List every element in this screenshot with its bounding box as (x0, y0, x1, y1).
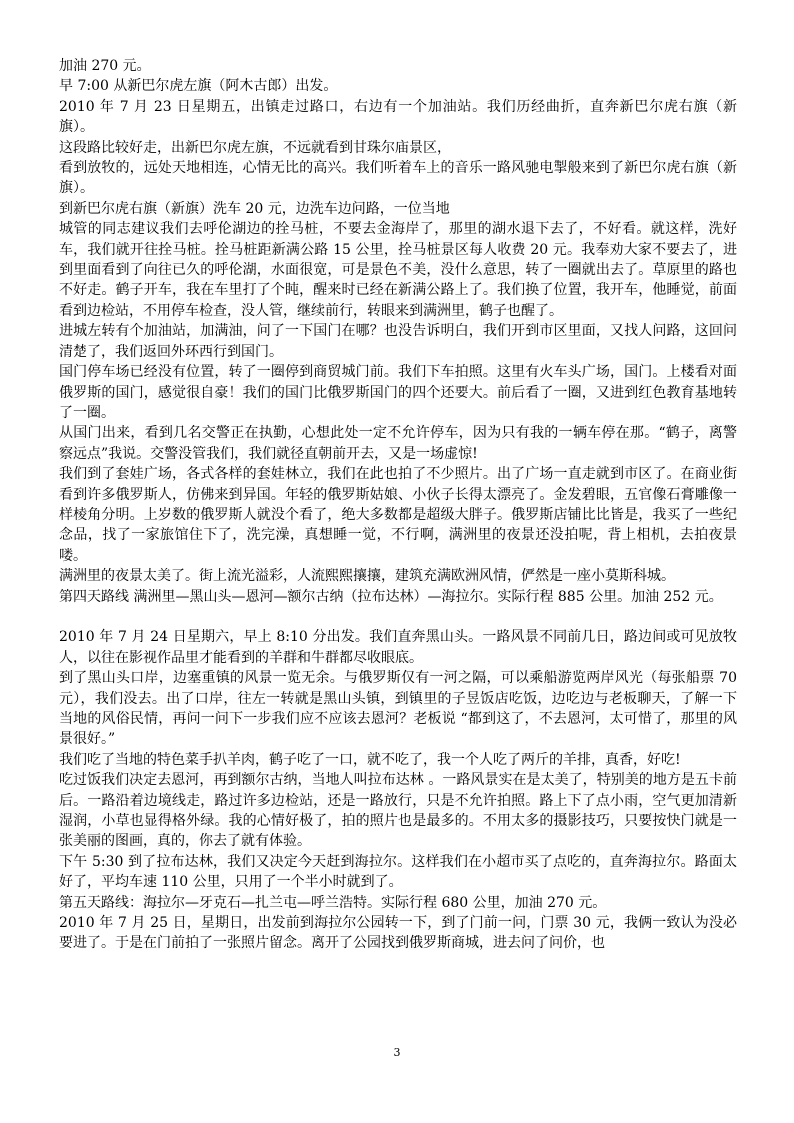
paragraph: 我们吃了当地的特色菜手扒羊肉，鹤子吃了一口，就不吃了，我一个人吃了两斤的羊排，真香，好吃! (59, 751, 681, 768)
paragraph: 满洲里的夜景太美了。街上流光溢彩，人流熙熙攘攘，建筑充满欧洲风情，俨然是一座小莫斯科城。 (59, 568, 675, 585)
paragraph: 进城左转有个加油站，加满油，问了一下国门在哪？也没告诉明白，我们开到市区里面，又找人问路，这回问清楚了，我们返回外环西行到国门。 (59, 323, 737, 360)
paragraph: 到新巴尔虎右旗（新旗）洗车 20 元，边洗车边问路，一位当地 (59, 200, 450, 217)
paragraph: 早 7:00 从新巴尔虎左旗（阿木古郎）出发。 (59, 78, 338, 95)
paragraph: 国门停车场已经没有位置，转了一圈停到商贸城门前。我们下车拍照。这里有火车头广场，国门。上楼看对面俄罗斯的国门，感觉很自豪！我们的国门比俄罗斯国门的四个还要大。前后看了一圈，又进到红色教育基地转了一圈。 (59, 364, 737, 421)
paragraph: 2010 年 7 月 24 日星期六，早上 8:10 分出发。我们直奔黑山头。一路风景不同前几日，路边间或可见放牧人，以往在影视作品里才能看到的羊群和牛群都尽收眼底。 (59, 629, 737, 666)
paragraph: 从国门出来，看到几名交警正在执勤，心想此处一定不允许停车，因为只有我的一辆车停在那。“鹤子，离警察远点”我说。交警没管我们，我们就径直朝前开去，又是一场虚惊! (59, 425, 737, 462)
blank-line (59, 607, 737, 627)
paragraph: 2010 年 7 月 25 日，星期日，出发前到海拉尔公园转一下，到了门前一问，门票 30 元，我俩一致认为没必要进了。于是在门前拍了一张照片留念。离开了公园找到俄罗斯商城，进去问了问价，也 (59, 915, 737, 952)
paragraph: 下午 5:30 到了拉布达林，我们又决定今天赶到海拉尔。这样我们在小超市买了点吃的，直奔海拉尔。路面太好了，平均车速 110 公里，只用了一个半小时就到了。 (59, 853, 737, 891)
page-number: 3 (393, 1046, 401, 1059)
paragraph: 城管的同志建议我们去呼伦湖边的拴马桩，不要去金海岸了，那里的湖水退下去了，不好看。就这样，洗好车，我们就开往拴马桩。拴马桩距新满公路 15 公里，拴马桩景区每人收费 20 元。我奉劝大家不要去了，进到里面看到了向往已久的呼伦湖，水面很宽，可是景色不美，没什么意思，转了一圈就出去了。草原里的路也不好走。鹤子开车，我在车里打了个盹，醒来时已经在新满公路上了。我们换了位置，我开车，他睡觉，前面看到边检站，不用停车检查，没人管，继续前行，转眼来到满洲里，鹤子也醒了。 (59, 221, 737, 319)
paragraph: 我们到了套娃广场，各式各样的套娃林立，我们在此也拍了不少照片。出了广场一直走就到市区了。在商业街看到许多俄罗斯人，仿佛来到异国。年轻的俄罗斯姑娘、小伙子长得太漂亮了。金发碧眼，五官像石膏雕像一样棱角分明。上岁数的俄罗斯人就没个看了，绝大多数都是超级大胖子。俄罗斯店铺比比皆是，我买了一些纪念品，找了一家旅馆住下了，洗完澡，真想睡一觉，不行啊，满洲里的夜景还没拍呢，背上相机，去拍夜景喽。 (59, 466, 737, 564)
paragraph: 2010 年 7 月 23 日星期五，出镇走过路口，右边有一个加油站。我们历经曲折，直奔新巴尔虎右旗（新旗）。 (59, 98, 737, 136)
paragraph: 看到放牧的，远处天地相连，心情无比的高兴。我们听着车上的音乐一路风驰电掣般来到了新巴尔虎右旗（新旗）。 (59, 160, 737, 197)
body-text (59, 56, 737, 954)
paragraph: 这段路比较好走，出新巴尔虎左旗，不远就看到甘珠尔庙景区， (59, 139, 451, 156)
paragraph: 加油 270 元。 (59, 58, 151, 74)
paragraph: 到了黑山头口岸，边塞重镇的风景一览无余。与俄罗斯仅有一河之隔，可以乘船游览两岸风光（每张船票 70 元），我们没去。出了口岸，往左一转就是黑山头镇，到镇里的子昱饭店吃饭，边吃边与老板聊天，了解一下当地的风俗民情，再问一问下一步我们应不应该去恩河？老板说 “都到这了，不去恩河，太可惜了，那里的风景很好。” (59, 670, 737, 748)
paragraph: 吃过饭我们决定去恩河，再到额尔古纳，当地人叫拉布达林 。一路风景实在是太美了，特别美的地方是五卡前后。一路沿着边境线走，路过许多边检站，还是一路放行，只是不允许拍照。路上下了点小雨，空气更加清新湿润，小草也显得格外绿。我的心情好极了，拍的照片也是最多的。不用太多的摄影技巧，只要按快门就是一张美丽的图画，真的，你去了就有体验。 (59, 772, 737, 850)
section-route-heading: 第四天路线 满洲里—黑山头—恩河—额尔古纳（拉布达林）—海拉尔。实际行程 885 公里。加油 252 元。 (59, 588, 723, 605)
section-route-heading: 第五天路线：海拉尔—牙克石—扎兰屯—呼兰浩特。实际行程 680 公里，加油 270 元。 (59, 894, 607, 911)
